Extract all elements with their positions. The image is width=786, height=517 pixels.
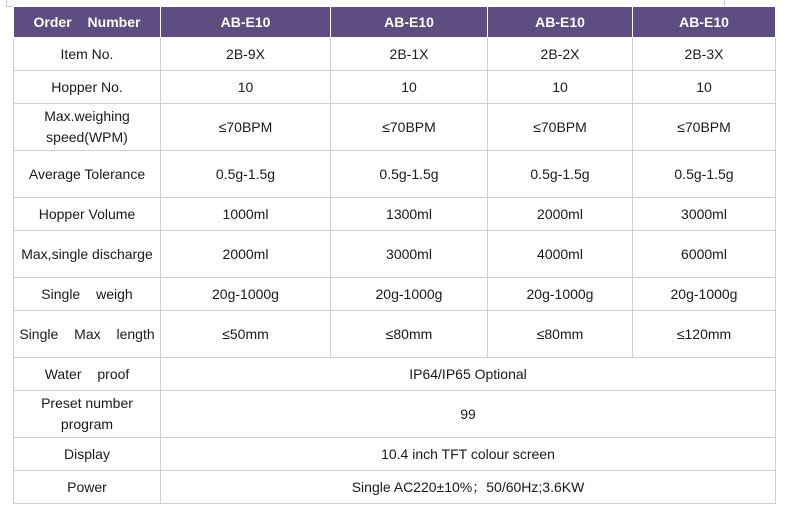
spec-table (13, 6, 776, 504)
header-label: Order Number (14, 7, 161, 38)
row-label: Average Tolerance (14, 151, 161, 198)
table-cell: 6000ml (633, 231, 776, 278)
merged-cell: 10.4 inch TFT colour screen (161, 438, 776, 471)
table-row (14, 311, 776, 358)
header-row (14, 7, 776, 38)
table-cell: ≤50mm (161, 311, 331, 358)
table-row (14, 104, 776, 151)
table-row (14, 231, 776, 278)
table-cell: 1000ml (161, 198, 331, 231)
row-label: Water proof (14, 358, 161, 391)
table-cell: ≤120mm (633, 311, 776, 358)
merged-cell: IP64/IP65 Optional (161, 358, 776, 391)
row-label: Single Max length (14, 311, 161, 358)
row-label: Max,single discharge (14, 231, 161, 278)
header-model-2: AB-E10 (331, 7, 488, 38)
table-cell: 10 (331, 71, 488, 104)
row-label: Max.weighing speed(WPM) (14, 104, 161, 151)
table-cell: 20g-1000g (331, 278, 488, 311)
row-label: Hopper Volume (14, 198, 161, 231)
table-cell: ≤70BPM (331, 104, 488, 151)
table-cell: 10 (161, 71, 331, 104)
row-label: Hopper No. (14, 71, 161, 104)
table-cell: 2000ml (488, 198, 633, 231)
table-cell: 10 (488, 71, 633, 104)
table-cell: 2B-1X (331, 38, 488, 71)
row-label: Single weigh (14, 278, 161, 311)
table-cell: 10 (633, 71, 776, 104)
table-cell: 20g-1000g (488, 278, 633, 311)
table-row (14, 198, 776, 231)
table-cell: 3000ml (633, 198, 776, 231)
merged-cell: Single AC220±10%；50/60Hz;3.6KW (161, 471, 776, 504)
table-cell: ≤70BPM (633, 104, 776, 151)
row-label: Display (14, 438, 161, 471)
table-cell: 0.5g-1.5g (633, 151, 776, 198)
table-cell: ≤70BPM (488, 104, 633, 151)
table-cell: ≤80mm (488, 311, 633, 358)
table-row (14, 358, 776, 391)
table-row (14, 151, 776, 198)
table-cell: 20g-1000g (633, 278, 776, 311)
row-label: Power (14, 471, 161, 504)
table-row (14, 438, 776, 471)
table-cell: 0.5g-1.5g (161, 151, 331, 198)
header-model-4: AB-E10 (633, 7, 776, 38)
table-cell: 2B-2X (488, 38, 633, 71)
merged-cell: 99 (161, 391, 776, 438)
table-cell: 2B-3X (633, 38, 776, 71)
table-cell: 0.5g-1.5g (488, 151, 633, 198)
table-cell: ≤80mm (331, 311, 488, 358)
table-cell: 1300ml (331, 198, 488, 231)
table-cell: 3000ml (331, 231, 488, 278)
table-cell: 2000ml (161, 231, 331, 278)
table-cell: ≤70BPM (161, 104, 331, 151)
table-cell: 0.5g-1.5g (331, 151, 488, 198)
table-cell: 2B-9X (161, 38, 331, 71)
header-model-3: AB-E10 (488, 7, 633, 38)
table-row (14, 391, 776, 438)
header-model-1: AB-E10 (161, 7, 331, 38)
table-row (14, 38, 776, 71)
table-row (14, 471, 776, 504)
row-label: Preset number program (14, 391, 161, 438)
table-row (14, 71, 776, 104)
table-cell: 4000ml (488, 231, 633, 278)
table-row (14, 278, 776, 311)
row-label: Item No. (14, 38, 161, 71)
table-cell: 20g-1000g (161, 278, 331, 311)
